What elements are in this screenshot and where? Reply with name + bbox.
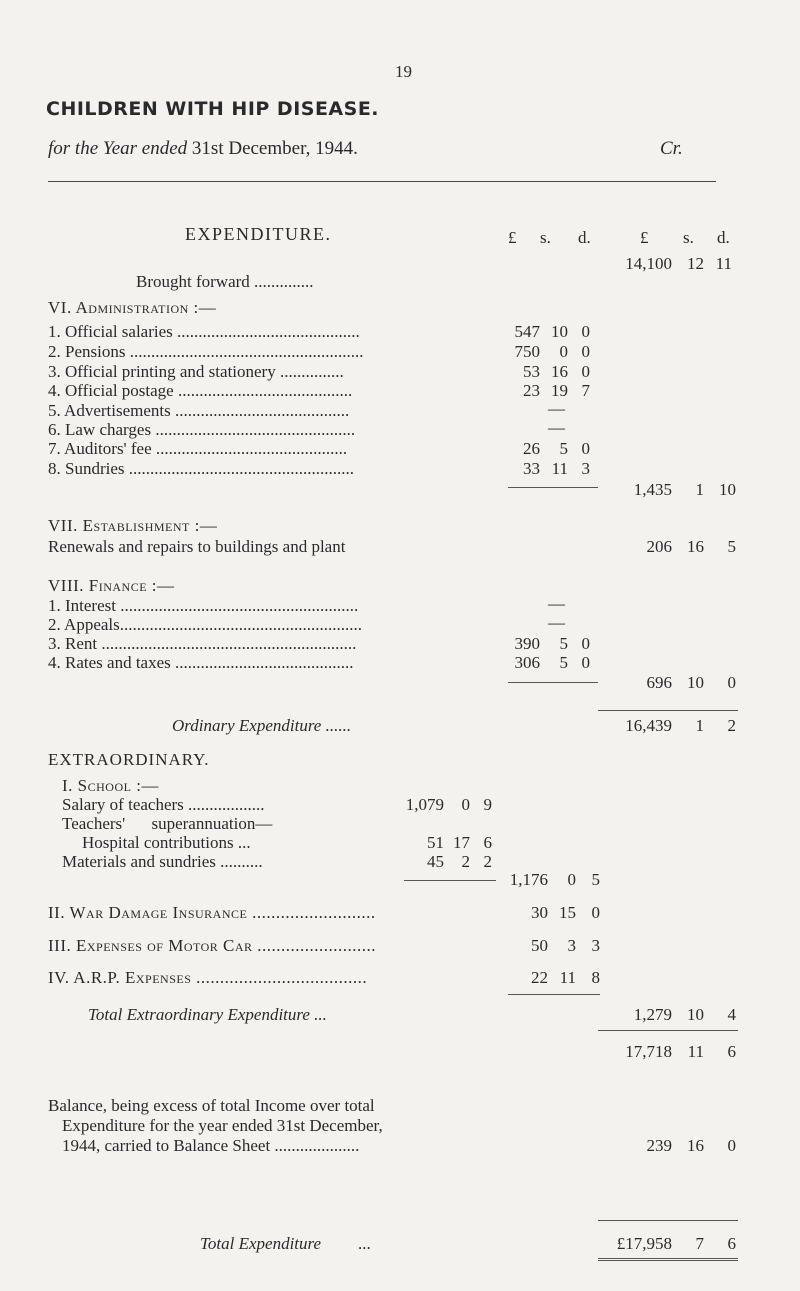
establishment-heading: VII. Establishment :— <box>48 516 218 535</box>
extraordinary-item-pence: 8 <box>591 968 600 987</box>
extraordinary-heading: EXTRAORDINARY. <box>48 750 210 769</box>
extraordinary-item-pence: 3 <box>591 936 600 955</box>
admin-item-pounds: 53 <box>523 362 540 381</box>
col2-pence: d. <box>717 228 730 247</box>
balance-line: 1944, carried to Balance Sheet .................... <box>62 1136 360 1155</box>
school-item-pence: 9 <box>483 795 492 814</box>
school-item: Materials and sundries .......... <box>62 852 263 871</box>
finance-total-pounds: 696 <box>646 673 672 692</box>
balance-line: Expenditure for the year ended 31st December, <box>62 1116 383 1135</box>
finance-item-pence: 0 <box>581 653 590 672</box>
document-title: CHILDREN WITH HIP DISEASE. <box>46 98 380 120</box>
extraordinary-item-shillings: 3 <box>567 936 576 955</box>
admin-item-shillings: 10 <box>551 322 568 341</box>
extraordinary-item-pounds: 22 <box>531 968 548 987</box>
admin-item-pounds: 26 <box>523 439 540 458</box>
admin-item-nil: — <box>548 399 565 418</box>
balance-pounds: 239 <box>646 1136 672 1155</box>
extraordinary-total-pence: 4 <box>727 1005 736 1024</box>
admin-item-shillings: 0 <box>559 342 568 361</box>
admin-item: 4. Official postage ......................................... <box>48 381 353 400</box>
admin-item: 7. Auditors' fee ............................................. <box>48 439 348 458</box>
grand-total-pounds: £17,958 <box>616 1234 672 1253</box>
school-item: Hospital contributions ... <box>82 833 251 852</box>
extraordinary-item-pounds: 50 <box>531 936 548 955</box>
establishment-pounds: 206 <box>646 537 672 556</box>
total-expenditure-label: Total Expenditure <box>200 1234 322 1253</box>
admin-item-nil: — <box>548 418 565 437</box>
school-item-pounds: 45 <box>427 852 444 871</box>
document-subtitle <box>48 138 358 160</box>
school-item-pounds: 1,079 <box>405 795 444 814</box>
ordinary-total-rule <box>598 710 738 711</box>
finance-total-shillings: 10 <box>687 673 704 692</box>
admin-item-shillings: 16 <box>551 362 568 381</box>
finance-item: 2. Appeals......................................................... <box>48 615 363 634</box>
header-rule <box>48 181 716 182</box>
admin-item: 8. Sundries ..................................................... <box>48 459 354 478</box>
school-total-pounds: 1,176 <box>509 870 548 889</box>
school-item-shillings: 2 <box>461 852 470 871</box>
ordinary-expenditure-label: Ordinary Expenditure ...... <box>172 716 352 735</box>
school-item-shillings: 17 <box>453 833 470 852</box>
balance-line: Balance, being excess of total Income over total <box>48 1096 375 1115</box>
subtitle-date: 31st December, 1944. <box>191 138 358 159</box>
brought-forward-pounds: 14,100 <box>625 254 672 273</box>
school-item-shillings: 0 <box>461 795 470 814</box>
school-item: Salary of teachers .................. <box>62 795 265 814</box>
col1-pence: d. <box>578 228 591 247</box>
admin-item-pounds: 33 <box>523 459 540 478</box>
finance-item-shillings: 5 <box>559 653 568 672</box>
school-item-pounds: 51 <box>427 833 444 852</box>
admin-item: 6. Law charges ............................................... <box>48 420 356 439</box>
brought-forward-pence: 11 <box>715 254 732 273</box>
extraordinary-item-shillings: 11 <box>559 968 576 987</box>
admin-item-pence: 3 <box>581 459 590 478</box>
grand-total-shillings: 7 <box>695 1234 704 1253</box>
credit-side-label: Cr. <box>660 138 683 159</box>
extraordinary-item-pence: 0 <box>591 903 600 922</box>
finance-item-pounds: 390 <box>514 634 540 653</box>
admin-item-pence: 7 <box>581 381 590 400</box>
finance-item: 4. Rates and taxes .......................................... <box>48 653 354 672</box>
finance-item-nil: — <box>548 613 565 632</box>
admin-total-pounds: 1,435 <box>633 480 672 499</box>
school-item-pence: 2 <box>483 852 492 871</box>
extraordinary-total-shillings: 10 <box>687 1005 704 1024</box>
extraordinary-item: III. Expenses of Motor Car ......................... <box>48 936 377 955</box>
extraordinary-item-shillings: 15 <box>559 903 576 922</box>
extraordinary-total-label: Total Extraordinary Expenditure ... <box>88 1005 327 1024</box>
balance-shillings: 16 <box>687 1136 704 1155</box>
admin-item-shillings: 5 <box>559 439 568 458</box>
extraordinary-item-pounds: 30 <box>531 903 548 922</box>
admin-item: 3. Official printing and stationery ............... <box>48 362 344 381</box>
grand-total-pence: 6 <box>727 1234 736 1253</box>
finance-item-nil: — <box>548 594 565 613</box>
ordinary-total-shillings: 1 <box>695 716 704 735</box>
grand-total-double-rule <box>598 1258 738 1261</box>
col1-pound: £ <box>508 228 517 247</box>
admin-item-pounds: 547 <box>514 322 540 341</box>
page-number: 19 <box>395 62 412 81</box>
finance-heading: VIII. Finance :— <box>48 576 175 595</box>
subtitle-year: Year ended <box>102 138 188 159</box>
admin-item-shillings: 19 <box>551 381 568 400</box>
balance-pence: 0 <box>727 1136 736 1155</box>
combined-total-pounds: 17,718 <box>625 1042 672 1061</box>
admin-item-pounds: 750 <box>514 342 540 361</box>
finance-total-pence: 0 <box>727 673 736 692</box>
school-subtotal-rule <box>404 880 496 881</box>
extraordinary-total-pounds: 1,279 <box>633 1005 672 1024</box>
col1-shillings: s. <box>540 228 551 247</box>
school-item: Teachers' superannuation— <box>62 814 273 833</box>
finance-subtotal-rule <box>508 682 598 683</box>
col2-pound: £ <box>640 228 649 247</box>
extraordinary-item: II. War Damage Insurance .......................... <box>48 903 376 922</box>
finance-item-pence: 0 <box>581 634 590 653</box>
extraordinary-subtotal-rule <box>508 994 600 995</box>
finance-item-pounds: 306 <box>514 653 540 672</box>
expenditure-heading: EXPENDITURE. <box>185 224 332 244</box>
grand-total-rule <box>598 1220 738 1221</box>
total-expenditure-dots: ... <box>358 1234 371 1253</box>
combined-total-rule <box>598 1030 738 1031</box>
finance-item-shillings: 5 <box>559 634 568 653</box>
school-item-pence: 6 <box>483 833 492 852</box>
admin-item: 5. Advertisements ......................................... <box>48 401 350 420</box>
finance-item: 3. Rent ............................................................ <box>48 634 357 653</box>
admin-item: 1. Official salaries ........................................... <box>48 322 360 341</box>
brought-forward-shillings: 12 <box>687 254 704 273</box>
admin-subtotal-rule <box>508 487 598 488</box>
school-heading: I. School :— <box>62 776 159 795</box>
subtitle-prefix: for the <box>48 138 103 159</box>
school-total-shillings: 0 <box>567 870 576 889</box>
finance-item: 1. Interest ........................................................ <box>48 596 359 615</box>
admin-total-shillings: 1 <box>695 480 704 499</box>
ordinary-total-pounds: 16,439 <box>625 716 672 735</box>
administration-heading: VI. Administration :— <box>48 298 217 317</box>
combined-total-shillings: 11 <box>687 1042 704 1061</box>
extraordinary-item: IV. A.R.P. Expenses .................................... <box>48 968 368 987</box>
ordinary-total-pence: 2 <box>727 716 736 735</box>
admin-item-pence: 0 <box>581 322 590 341</box>
col2-shillings: s. <box>683 228 694 247</box>
admin-item-pence: 0 <box>581 362 590 381</box>
establishment-shillings: 16 <box>687 537 704 556</box>
establishment-line: Renewals and repairs to buildings and plant <box>48 537 346 556</box>
establishment-pence: 5 <box>727 537 736 556</box>
admin-item: 2. Pensions ....................................................... <box>48 342 364 361</box>
admin-item-pence: 0 <box>581 342 590 361</box>
admin-total-pence: 10 <box>719 480 736 499</box>
combined-total-pence: 6 <box>727 1042 736 1061</box>
brought-forward-label: Brought forward .............. <box>136 272 314 291</box>
school-total-pence: 5 <box>591 870 600 889</box>
admin-item-shillings: 11 <box>551 459 568 478</box>
admin-item-pounds: 23 <box>523 381 540 400</box>
admin-item-pence: 0 <box>581 439 590 458</box>
